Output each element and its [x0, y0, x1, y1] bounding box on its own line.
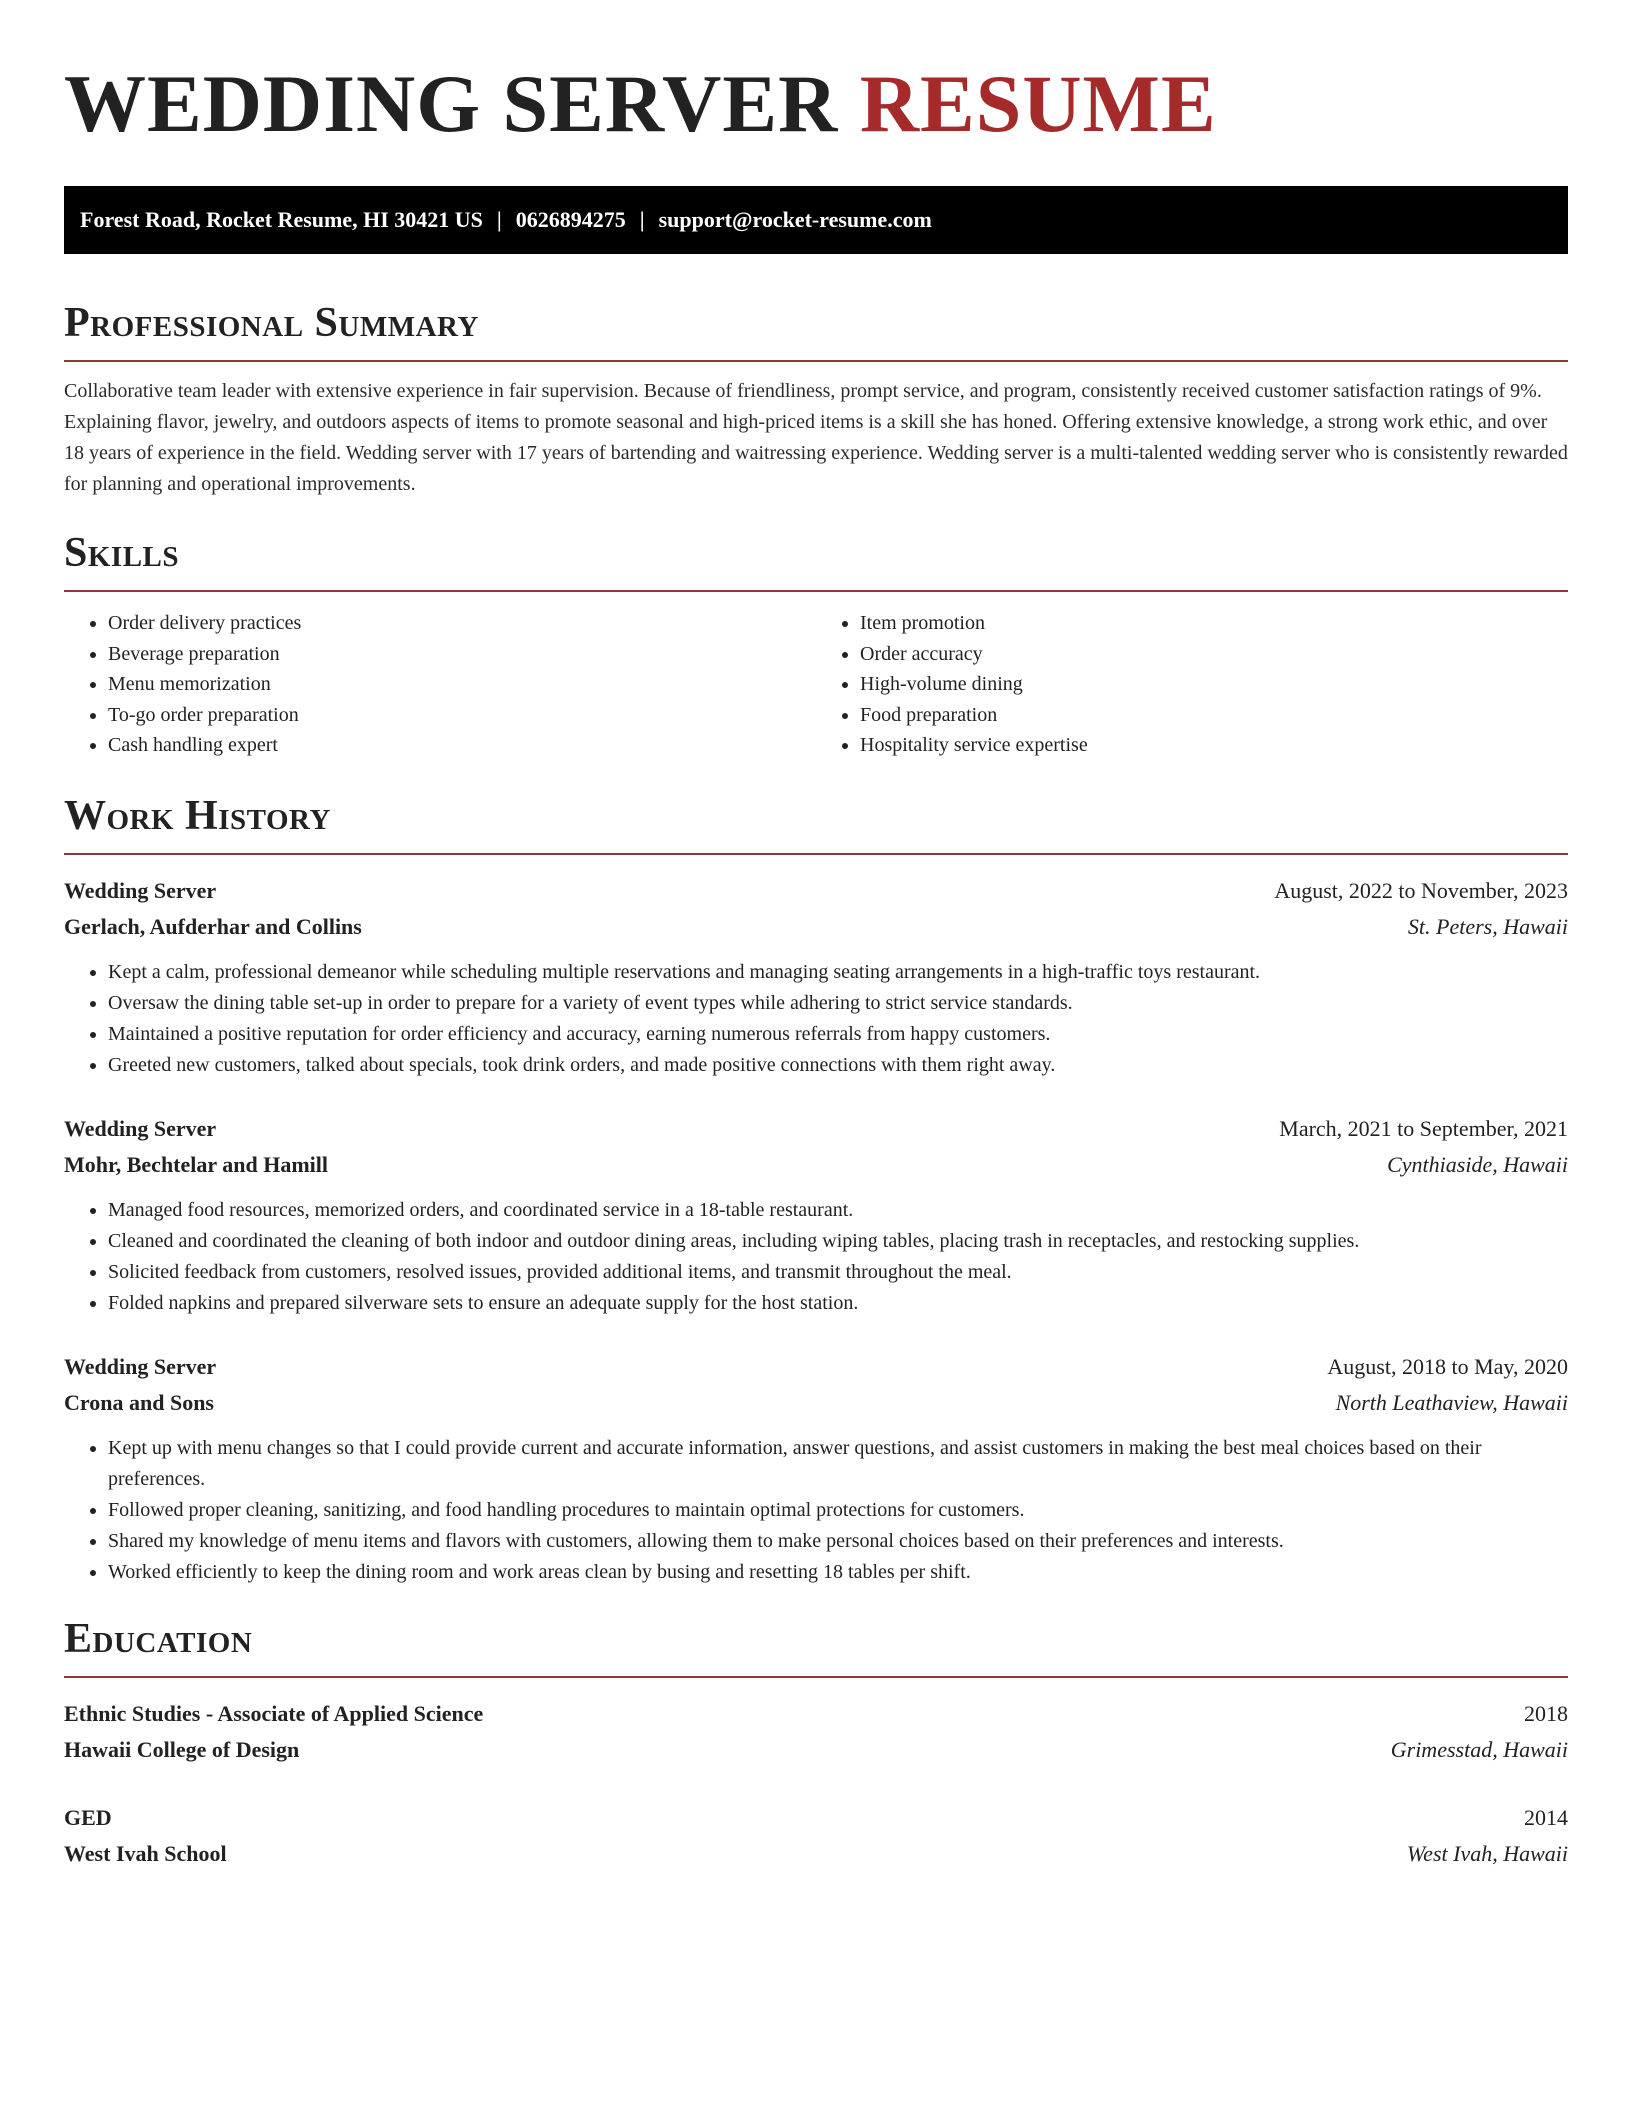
education-degree-row — [64, 1800, 1568, 1836]
contact-bar — [64, 186, 1568, 254]
job-location: North Leathaview, Hawaii — [1335, 1389, 1568, 1415]
section-title-education: Education — [64, 1615, 253, 1662]
job-bullet: • Kept a calm, professional demeanor while scheduling multiple reservations and managing seating arrangements in a high-traffic toys restaurant. — [108, 957, 1568, 988]
contact-email[interactable]: support@rocket-resume.com — [658, 207, 932, 232]
summary-section — [64, 298, 1568, 500]
job-bullet: • Solicited feedback from customers, resolved issues, provided additional items, and transmit throughout the meal. — [108, 1257, 1568, 1288]
skill-item: • Hospitality service expertise — [860, 730, 1568, 761]
job-dates: August, 2022 to November, 2023 — [1274, 877, 1568, 903]
job-bullet: • Cleaned and coordinated the cleaning of both indoor and outdoor dining areas, including wiping tables, placing trash in receptacles, and restocking supplies. — [108, 1226, 1568, 1257]
education-degree: Ethnic Studies - Associate of Applied Science — [64, 1700, 484, 1726]
job-company: Gerlach, Aufderhar and Collins — [64, 913, 362, 939]
section-title-summary: Professional Summary — [64, 300, 479, 346]
education-year: 2018 — [1524, 1700, 1568, 1726]
summary-text: Collaborative team leader with extensive experience in fair supervision. Because of friendliness, prompt service, and program, consistently received customer satisfaction ratings of 9%. Explaining flavor, jewelry, and outdoors aspects of items to promote seasonal and high-priced items is a skill she has honed. Offering extensive knowledge, a strong work ethic, and over 18 years of experience in the field. Wedding server with 17 years of bartending and waitressing experience. Wedding server is a multi-talented wedding server who is consistently rewarded for planning and operational improvements. — [64, 380, 1568, 495]
job-dates: March, 2021 to September, 2021 — [1279, 1115, 1568, 1141]
skill-item: • To-go order preparation — [108, 700, 816, 731]
job-bullet: • Greeted new customers, talked about specials, took drink orders, and made positive connections with them right away. — [108, 1050, 1568, 1081]
job-bullet: • Worked efficiently to keep the dining room and work areas clean by busing and resetting 18 tables per shift. — [108, 1557, 1568, 1588]
job-bullet: • Oversaw the dining table set-up in order to prepare for a variety of event types while adhering to strict service standards. — [108, 988, 1568, 1019]
job-header-row — [64, 873, 1568, 909]
job-location: Cynthiaside, Hawaii — [1387, 1151, 1568, 1177]
education-entry — [64, 1696, 1568, 1768]
job-title: Wedding Server — [64, 877, 217, 903]
job-bullet: • Kept up with menu changes so that I could provide current and accurate information, answer questions, and assist customers in making the best meal choices based on their preferences. — [108, 1433, 1568, 1495]
skills-right-list — [816, 608, 1568, 761]
education-entry — [64, 1800, 1568, 1872]
job-bullet: • Followed proper cleaning, sanitizing, and food handling procedures to maintain optimal protections for customers. — [108, 1495, 1568, 1526]
section-divider — [64, 360, 1568, 362]
work-history-section — [64, 791, 1568, 1588]
education-school-row — [64, 1836, 1568, 1872]
contact-address: Forest Road, Rocket Resume, HI 30421 US — [80, 207, 483, 232]
skill-item: • Order accuracy — [860, 639, 1568, 670]
job-entry — [64, 1111, 1568, 1319]
skill-item: • Item promotion — [860, 608, 1568, 639]
job-bullets — [64, 957, 1568, 1081]
education-year: 2014 — [1524, 1804, 1568, 1830]
education-school: Hawaii College of Design — [64, 1736, 300, 1762]
skill-item: • Cash handling expert — [108, 730, 816, 761]
job-bullet: • Folded napkins and prepared silverware sets to ensure an adequate supply for the host station. — [108, 1288, 1568, 1319]
education-location: Grimesstad, Hawaii — [1390, 1736, 1568, 1762]
job-company-row — [64, 909, 1568, 945]
education-degree-row — [64, 1696, 1568, 1732]
job-title: Wedding Server — [64, 1115, 217, 1141]
contact-separator: | — [639, 207, 645, 232]
skills-columns — [64, 608, 1568, 761]
skill-item: • Order delivery practices — [108, 608, 816, 639]
education-location: West Ivah, Hawaii — [1406, 1840, 1568, 1866]
job-bullet: • Maintained a positive reputation for order efficiency and accuracy, earning numerous referrals from happy customers. — [108, 1019, 1568, 1050]
job-title: Wedding Server — [64, 1353, 217, 1379]
job-bullets — [64, 1433, 1568, 1588]
skills-left-list — [64, 608, 816, 761]
job-bullet: • Managed food resources, memorized orders, and coordinated service in a 18-table restaurant. — [108, 1195, 1568, 1226]
title-main: WEDDING SERVER — [64, 58, 839, 149]
skills-section — [64, 528, 1568, 761]
job-entry — [64, 1349, 1568, 1588]
job-company-row — [64, 1385, 1568, 1421]
title-accent: RESUME — [859, 58, 1217, 149]
job-dates: August, 2018 to May, 2020 — [1327, 1353, 1568, 1379]
contact-separator: | — [496, 207, 502, 232]
job-bullets — [64, 1195, 1568, 1319]
resume-title — [64, 56, 1568, 152]
job-entry — [64, 873, 1568, 1081]
education-degree: GED — [64, 1804, 112, 1830]
education-school-row — [64, 1732, 1568, 1768]
education-section — [64, 1614, 1568, 1872]
education-school: West Ivah School — [64, 1840, 227, 1866]
job-company: Crona and Sons — [64, 1389, 214, 1415]
job-company: Mohr, Bechtelar and Hamill — [64, 1151, 328, 1177]
skill-item: • High-volume dining — [860, 669, 1568, 700]
section-divider — [64, 1676, 1568, 1678]
section-divider — [64, 590, 1568, 592]
job-bullet: • Shared my knowledge of menu items and flavors with customers, allowing them to make personal choices based on their preferences and interests. — [108, 1526, 1568, 1557]
section-title-work-history: Work History — [64, 792, 331, 839]
skill-item: • Beverage preparation — [108, 639, 816, 670]
job-header-row — [64, 1349, 1568, 1385]
job-header-row — [64, 1111, 1568, 1147]
section-divider — [64, 853, 1568, 855]
skill-item: • Food preparation — [860, 700, 1568, 731]
section-title-skills: Skills — [64, 530, 180, 576]
skill-item: • Menu memorization — [108, 669, 816, 700]
job-company-row — [64, 1147, 1568, 1183]
contact-phone: 0626894275 — [515, 207, 626, 232]
job-location: St. Peters, Hawaii — [1407, 913, 1568, 939]
